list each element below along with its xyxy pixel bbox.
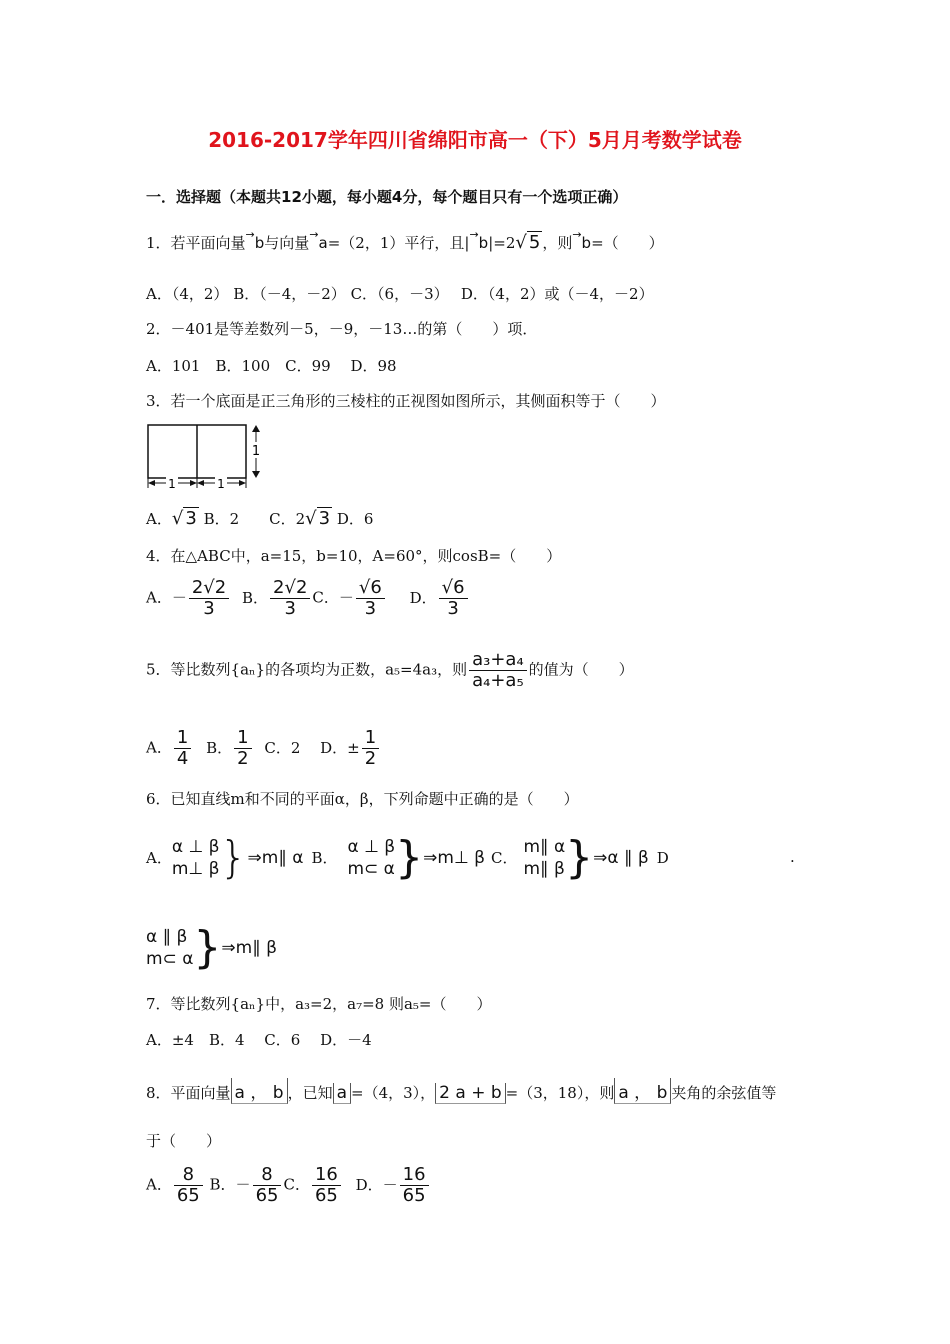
- q4-option-a-label: A．－: [146, 588, 187, 607]
- q8-text2: ，已知: [287, 1084, 333, 1102]
- q6-result-b: ⇒m⊥ β: [423, 847, 486, 868]
- sqrt-5: √ 5: [515, 232, 541, 253]
- height-arrow-bottom: [252, 471, 260, 478]
- q6-system-b: α ⊥ β m⊂ α: [347, 836, 396, 879]
- q4-frac-c: $\frac{√6}{3}$: [356, 578, 385, 619]
- q5-stem: 5．等比数列{aₙ}的各项均为正数，a₅=4a₃，则: [146, 660, 468, 679]
- question-4: 4．在△ABC中，a=15，b=10，A=60°，则cosB=（ ）: [146, 547, 562, 565]
- q4-frac-b: $\frac{2√2}{3}$: [270, 578, 310, 619]
- question-6: 6．已知直线m和不同的平面α，β，下列命题中正确的是（ ）: [146, 790, 579, 808]
- question-3: 3．若一个底面是正三角形的三棱柱的正视图如图所示，其侧面积等于（ ）: [146, 392, 666, 410]
- q8-vectors-ab: a ， b: [231, 1078, 288, 1104]
- q3-option-a-label: A．: [146, 510, 172, 528]
- q6-option-c-label: C．: [491, 849, 518, 867]
- q5-frac-d: $\frac{1}{2}$: [362, 728, 379, 769]
- q5-options: [146, 728, 381, 769]
- vector-b-abs: →b: [469, 228, 489, 252]
- q5-frac-b: $\frac{1}{2}$: [234, 728, 251, 769]
- q3-options: [146, 508, 373, 529]
- q3-sqrt3-a: √ 3: [171, 508, 197, 529]
- q1-text5: =（ ）: [591, 234, 664, 252]
- q8-vectors-ab-2: a ， b: [614, 1078, 671, 1104]
- width-label-1: 1: [168, 477, 176, 491]
- section-heading: 一．选择题（本题共12小题，每小题4分，每个题目只有一个选项正确）: [146, 188, 628, 206]
- q5-frac-a: $\frac{1}{4}$: [174, 728, 191, 769]
- q8-text4: =（3，18），则: [505, 1084, 615, 1102]
- brace-a: }: [219, 832, 248, 883]
- q8-frac-c: $\frac{16}{65}$: [312, 1165, 341, 1206]
- q6-result-d: ⇒m∥ β: [221, 937, 277, 958]
- q8-option-b-label: B．－: [209, 1175, 251, 1194]
- q8-stem-continued: 于（ ）: [146, 1132, 222, 1150]
- q8-stem: 8．平面向量: [146, 1084, 231, 1102]
- question-7: 7．等比数列{aₙ}中，a₃=2，a₇=8 则a₅=（ ）: [146, 995, 492, 1013]
- q8-option-d-label: D．－: [355, 1175, 398, 1194]
- q8-text3: =（4，3），: [351, 1084, 436, 1102]
- q5-ratio-frac: $\frac{\text{a₃+a₄}}{\text{a₄+a₅}}$: [469, 650, 527, 691]
- q2-options: A．101 B．100 C．99 D．98: [146, 357, 397, 375]
- q3-sqrt3-c: √ 3: [305, 508, 331, 529]
- q8-frac-a: $\frac{8}{65}$: [174, 1165, 203, 1206]
- question-5: [146, 650, 634, 691]
- question-2: 2．－401是等差数列－5，－9，－13…的第（ ）项．: [146, 320, 538, 338]
- q6-option-d-label: D: [656, 848, 669, 867]
- height-arrow-top: [252, 425, 260, 432]
- q6-dot: .: [790, 848, 795, 866]
- q8-options: [146, 1165, 431, 1206]
- vector-a: →a: [309, 228, 328, 252]
- q6-result-a: ⇒m∥ α: [247, 847, 304, 868]
- q8-option-c-label: C．: [283, 1175, 310, 1194]
- vector-b: →b: [245, 228, 265, 252]
- q1-options: A．（4，2） B．（－4，－2） C．（6，－3） D．（4，2）或（－4，－2）: [146, 285, 654, 303]
- q6-system-c: m∥ α m∥ β: [523, 836, 566, 879]
- vector-b-result: →b: [572, 228, 592, 252]
- q1-text3: |=2: [488, 234, 516, 252]
- q7-options: A．±4 B．4 C．6 D．－4: [146, 1031, 372, 1049]
- q1-stem: 1．若平面向量: [146, 234, 246, 252]
- brace-d: }: [193, 922, 222, 973]
- q8-vector-2a-plus-b: 2 a + b: [435, 1083, 505, 1104]
- q5-stem-tail: 的值为（ ）: [528, 660, 634, 679]
- q3-option-bc: B．2 C．2: [203, 510, 306, 528]
- q3-option-d: D．6: [336, 510, 374, 528]
- q6-option-b-label: B．: [311, 849, 338, 867]
- width-label-2: 1: [217, 477, 225, 491]
- q6-option-d: [146, 922, 277, 973]
- q1-text: 与向量: [264, 234, 310, 252]
- q8-text5: 夹角的余弦值等: [671, 1084, 777, 1102]
- q4-option-d-label: D．: [409, 588, 437, 607]
- q8-frac-b: $\frac{8}{65}$: [253, 1165, 282, 1206]
- q5-option-cd-label: C．2 D．±: [264, 738, 360, 757]
- q4-option-b-label: B．: [242, 588, 269, 607]
- q4-option-c-label: C．－: [312, 588, 354, 607]
- q8-vector-a: a: [333, 1083, 351, 1104]
- q6-options-row: [146, 832, 669, 883]
- page-title: 2016-2017学年四川省绵阳市高一（下）5月月考数学试卷: [208, 128, 742, 152]
- q1-text4: ，则: [542, 234, 573, 252]
- question-1: [146, 228, 664, 253]
- height-label: 1: [251, 444, 261, 459]
- q4-frac-a: $\frac{2√2}{3}$: [189, 578, 229, 619]
- prism-front-view-figure: [144, 422, 268, 492]
- brace-c: }: [565, 832, 594, 883]
- q6-system-d: α ∥ β m⊂ α: [146, 926, 194, 969]
- q5-option-b-label: B．: [206, 738, 233, 757]
- q6-option-a-label: A．: [146, 849, 172, 867]
- q6-result-c: ⇒α ∥ β: [593, 847, 649, 868]
- q4-options: [146, 578, 470, 619]
- q1-text2: =（2，1）平行，且|: [327, 234, 470, 252]
- q6-system-a: α ⊥ β m⊥ β: [171, 836, 220, 879]
- q8-option-a-label: A．: [146, 1175, 172, 1194]
- q4-frac-d: $\frac{√6}{3}$: [439, 578, 468, 619]
- q5-option-a-label: A．: [146, 738, 172, 757]
- question-8: [146, 1078, 776, 1104]
- q8-frac-d: $\frac{16}{65}$: [400, 1165, 429, 1206]
- brace-b: }: [395, 832, 424, 883]
